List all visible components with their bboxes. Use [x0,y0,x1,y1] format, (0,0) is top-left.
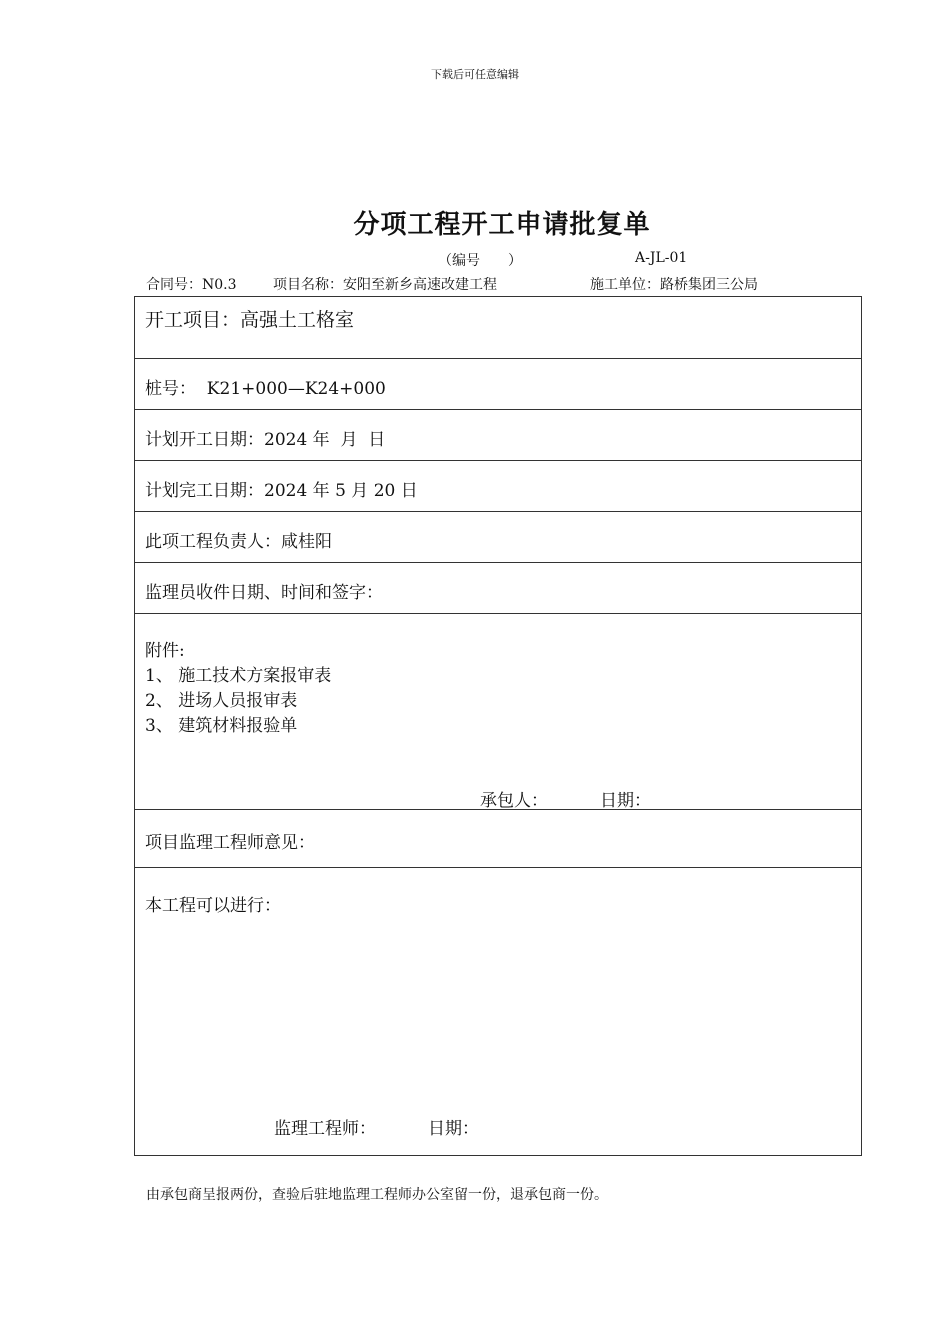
contractor-date-label: 日期： [600,791,651,811]
attachment-item: 3、 建筑材料报验单 [145,716,298,736]
construction-unit: 施工单位：路桥集团三公局 [590,277,758,293]
attachments-title: 附件: [145,641,185,661]
row-approval [135,868,861,1155]
row-project [135,297,861,359]
row-receipt [135,563,861,614]
row-engineer-opinion [135,810,861,868]
engineer-date-label: 日期： [428,1119,479,1139]
stake-field: 桩号： K21+000—K24+000 [145,379,386,399]
plan-start-field: 计划开工日期：2024 年 月 日 [145,430,386,450]
code-number: A-JL-01 [635,250,688,266]
row-plan-end [135,461,861,512]
receipt-field: 监理员收件日期、时间和签字： [145,583,383,603]
person-in-charge-field: 此项工程负责人：咸桂阳 [145,532,332,552]
row-attachments [135,614,861,810]
code-label: （编号 ） [438,253,522,269]
approval-form-table [134,296,862,1156]
plan-end-field: 计划完工日期：2024 年 5 月 20 日 [145,481,418,501]
page-title: 分项工程开工申请批复单 [353,210,651,240]
row-plan-start [135,410,861,461]
contractor-signature-label: 承包人： [480,791,548,811]
row-person-in-charge [135,512,861,563]
engineer-signature-label: 监理工程师： [274,1119,376,1139]
header-note: 下载后可任意编辑 [431,68,519,81]
proceed-label: 本工程可以进行： [145,896,281,916]
engineer-opinion-label: 项目监理工程师意见： [145,833,315,853]
attachment-item: 2、 进场人员报审表 [145,691,298,711]
footer-note: 由承包商呈报两份，查验后驻地监理工程师办公室留一份，退承包商一份。 [146,1187,608,1203]
project-field: 开工项目：高强土工格室 [145,309,355,331]
row-stake [135,359,861,410]
contract-number: 合同号：N0.3 [146,277,237,293]
attachment-item: 1、 施工技术方案报审表 [145,666,332,686]
project-name: 项目名称：安阳至新乡高速改建工程 [273,277,497,293]
